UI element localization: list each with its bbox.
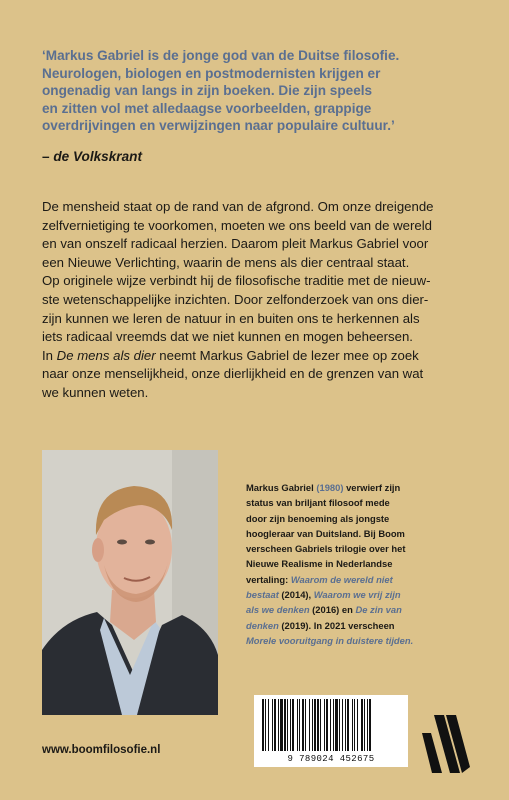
author-bio bbox=[246, 480, 476, 648]
bio-book-title: Morele vooruitgang in duistere tijden. bbox=[246, 634, 414, 646]
author-portrait-illustration bbox=[42, 450, 218, 715]
bio-line bbox=[246, 587, 476, 602]
description-line: De mensheid staat op de rand van de afgrond. Om onze dreigende bbox=[42, 199, 434, 214]
quote-line: en zitten vol met alledaagse voorbeelden, grappige bbox=[42, 100, 372, 116]
bio-line bbox=[246, 618, 476, 633]
bio-line: hoogleraar van Duitsland. Bij Boom bbox=[246, 527, 405, 539]
author-birth-year: (1980) bbox=[313, 482, 344, 493]
author-name: Markus Gabriel bbox=[246, 482, 314, 493]
barcode-bar bbox=[302, 699, 304, 751]
barcode-bar bbox=[314, 699, 316, 751]
barcode-bar bbox=[278, 699, 279, 751]
barcode-bar bbox=[361, 699, 363, 751]
barcode-bar bbox=[280, 699, 283, 751]
bio-line: status van briljant filosoof mede bbox=[246, 497, 390, 509]
barcode-bar bbox=[292, 699, 294, 751]
barcode-bar bbox=[345, 699, 346, 751]
description-intro: In bbox=[42, 347, 57, 363]
book-title: De mens als dier bbox=[56, 347, 156, 363]
description-line: en van onszelf radicaal herzien. Daarom pleit Markus Gabriel voor bbox=[42, 236, 429, 252]
quote-source bbox=[42, 149, 142, 164]
barcode-bar bbox=[272, 699, 273, 751]
barcode-bar bbox=[347, 699, 349, 751]
quote-line: ongenadig van langs in zijn boeken. Die zijn speels bbox=[42, 83, 373, 99]
barcode-bar bbox=[274, 699, 276, 751]
barcode-bar bbox=[268, 699, 269, 751]
publisher-logo-icon bbox=[420, 715, 470, 775]
bio-text: vertaling: bbox=[246, 573, 291, 585]
bio-line: verscheen Gabriels trilogie over het bbox=[246, 543, 406, 555]
barcode-bar bbox=[326, 699, 328, 751]
barcode-bar bbox=[352, 699, 353, 751]
quote-line: ‘Markus Gabriel is de jonge god van de Duitse filosofie. bbox=[42, 48, 400, 63]
barcode-bars bbox=[258, 699, 404, 751]
barcode-bar bbox=[287, 699, 288, 751]
bio-text: (2016) en bbox=[309, 604, 356, 616]
quote-source-name: de Volkskrant bbox=[53, 149, 142, 164]
quote-source-dash: – bbox=[42, 149, 54, 164]
quote-line: Neurologen, biologen en postmodernisten krijgen er bbox=[42, 65, 381, 81]
barcode-bar bbox=[320, 699, 321, 751]
bio-book-title: De zin van bbox=[355, 604, 402, 616]
bio-text: verwierf zijn bbox=[343, 482, 401, 493]
barcode-bar bbox=[284, 699, 286, 751]
bio-line: door zijn benoeming als jongste bbox=[246, 512, 390, 524]
description-line: zelfvernietiging te voorkomen, moeten we ons beeld van de wereld bbox=[42, 217, 432, 233]
book-description bbox=[42, 198, 482, 403]
barcode-bar bbox=[339, 699, 340, 751]
barcode-bar bbox=[357, 699, 358, 751]
description-line: een Nieuwe Verlichting, waarin de mens als dier centraal staat. bbox=[42, 254, 410, 270]
barcode-bar bbox=[354, 699, 355, 751]
bio-book-title: bestaat bbox=[246, 589, 279, 601]
barcode-bar bbox=[299, 699, 300, 751]
bio-book-title: Waarom we vrij zijn bbox=[313, 589, 401, 601]
barcode-bar bbox=[369, 699, 371, 751]
barcode-bar bbox=[297, 699, 298, 751]
author-photo bbox=[42, 450, 218, 715]
description-line bbox=[42, 347, 482, 366]
barcode-bar bbox=[335, 699, 338, 751]
bio-line bbox=[246, 572, 476, 587]
publisher-website: www.boomfilosofie.nl bbox=[42, 744, 161, 756]
barcode-bar bbox=[290, 699, 291, 751]
barcode-bar bbox=[364, 699, 365, 751]
description-line: zijn kunnen we leren de natuur in en buiten ons te herkennen als bbox=[42, 310, 420, 326]
bio-line bbox=[246, 602, 476, 617]
blurb-quote bbox=[42, 47, 482, 135]
barcode-bar bbox=[342, 699, 343, 751]
description-line: Op originele wijze verbindt hij de filosofische traditie met de nieuw- bbox=[42, 273, 431, 289]
barcode-digits: 9 789024 452675 bbox=[287, 754, 375, 764]
description-line: ste wetenschappelijke inzichten. Door zelfonderzoek van ons dier- bbox=[42, 291, 429, 307]
description-line: we kunnen weten. bbox=[42, 384, 149, 400]
barcode-bar bbox=[309, 699, 310, 751]
barcode-bar bbox=[324, 699, 325, 751]
barcode-bar bbox=[312, 699, 313, 751]
bio-line: Nieuwe Realisme in Nederlandse bbox=[246, 558, 393, 570]
quote-line: overdrijvingen en verwijzingen naar populaire cultuur.’ bbox=[42, 118, 395, 134]
description-line: iets radicaal vreemds dat we niet kunnen en mogen beheersen. bbox=[42, 329, 413, 345]
isbn-barcode bbox=[254, 695, 408, 767]
bio-book-title: denken bbox=[246, 619, 279, 631]
barcode-bar bbox=[265, 699, 266, 751]
barcode-bar bbox=[367, 699, 368, 751]
bio-book-title: als we denken bbox=[246, 604, 310, 616]
barcode-bar bbox=[330, 699, 331, 751]
boom-logo bbox=[420, 715, 470, 775]
barcode-bar bbox=[333, 699, 334, 751]
bio-line bbox=[246, 633, 476, 648]
bio-line bbox=[246, 480, 476, 495]
barcode-bar bbox=[262, 699, 264, 751]
bio-text: (2014), bbox=[278, 589, 314, 601]
bio-text: (2019). In 2021 verscheen bbox=[278, 619, 395, 631]
bio-book-title: Waarom de wereld niet bbox=[290, 573, 393, 585]
description-rest: neemt Markus Gabriel de lezer mee op zoek bbox=[155, 347, 419, 363]
barcode-bar bbox=[305, 699, 306, 751]
description-line: naar onze menselijkheid, onze dierlijkheid en de grenzen van wat bbox=[42, 366, 424, 382]
barcode-bar bbox=[317, 699, 319, 751]
